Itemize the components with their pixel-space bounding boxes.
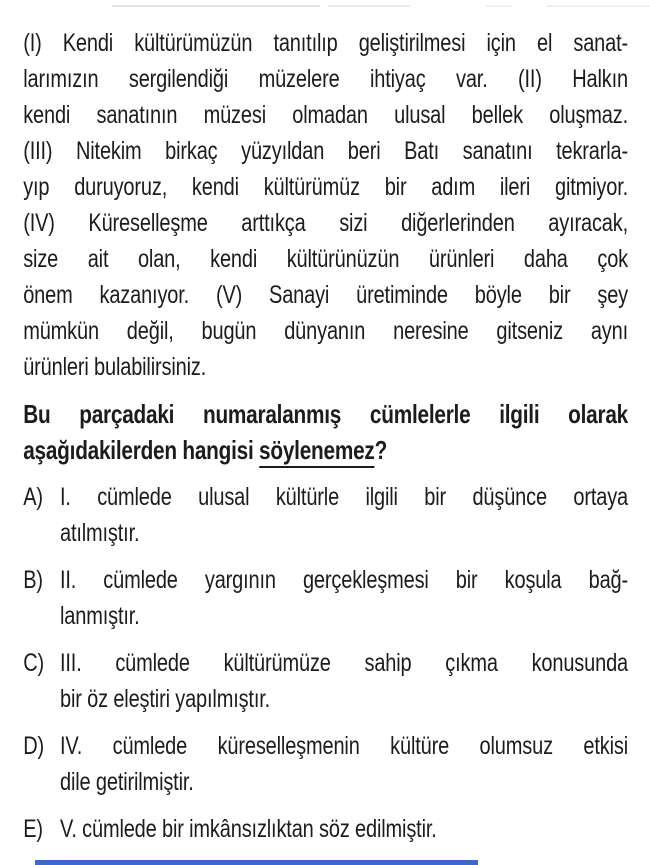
- question-line-1: Bu parçadaki numaralanmış cümlelerle ilgili olarak: [23, 399, 628, 429]
- option-text-a: [60, 479, 628, 551]
- option-b-line-2: lanmıştır.: [60, 602, 140, 630]
- option-text-e: [60, 811, 628, 847]
- option-letter-e: E): [23, 815, 43, 843]
- passage-line-7: size ait olan, kendi kültürünüzün ürünleri daha çok: [23, 245, 628, 273]
- passage-line-3: kendi sanatının müzesi olmadan ulusal bellek oluşmaz.: [23, 101, 628, 129]
- option-a-line-1: I. cümlede ulusal kültürle ilgili bir düşünce ortaya: [60, 483, 628, 511]
- option-row-b: [23, 562, 628, 634]
- options-list: [23, 479, 628, 847]
- passage-line-10: ürünleri bulabilirsiniz.: [23, 353, 207, 381]
- option-letter-d: D): [23, 732, 44, 760]
- question-stem: [23, 396, 628, 468]
- passage-line-8: önem kazanıyor. (V) Sanayi üretiminde böyle bir şey: [23, 281, 628, 309]
- question-line-2-prefix: aşağıdakilerden hangisi: [23, 435, 260, 465]
- option-e-line-1: V. cümlede bir imkânsızlıktan söz edilmiştir.: [60, 815, 437, 843]
- option-c-line-1: III. cümlede kültürümüze sahip çıkma konusunda: [60, 649, 628, 677]
- top-rule-fragment: [486, 5, 512, 7]
- option-text-c: [60, 645, 628, 717]
- option-row-d: [23, 728, 628, 800]
- passage-line-4: (III) Nitekim birkaç yüzyıldan beri Batı sanatını tekrarla-: [23, 137, 628, 165]
- passage-line-6: (IV) Küreselleşme arttıkça sizi diğerlerinden ayıracak,: [23, 209, 628, 237]
- option-text-d: [60, 728, 628, 800]
- passage-line-5: yıp duruyoruz, kendi kültürümüz bir adım ileri gitmiyor.: [23, 173, 628, 201]
- top-rule-fragment: [112, 5, 320, 7]
- top-rule-fragment: [328, 5, 410, 7]
- option-d-line-2: dile getirilmiştir.: [60, 768, 194, 796]
- question-mark: ?: [374, 435, 388, 465]
- bottom-accent-bar: [35, 860, 478, 865]
- question-column: [0, 25, 650, 847]
- option-letter-b: B): [23, 566, 43, 594]
- option-b-line-1: II. cümlede yargının gerçekleşmesi bir koşula bağ-: [60, 566, 628, 594]
- option-a-line-2: atılmıştır.: [60, 519, 140, 547]
- option-d-line-1: IV. cümlede küreselleşmenin kültüre olumsuz etkisi: [60, 732, 628, 760]
- option-row-a: [23, 479, 628, 551]
- question-line-2: [23, 432, 628, 468]
- top-rule-fragment: [546, 5, 650, 7]
- option-letter-c: C): [23, 649, 44, 677]
- passage-line-2: larımızın sergilendiği müzelere ihtiyaç var. (II) Halkın: [23, 65, 628, 93]
- passage-line-1: (I) Kendi kültürümüzün tanıtılıp geliştirilmesi için el sanat-: [23, 29, 628, 57]
- underlined-word: söylenemez: [259, 435, 375, 468]
- passage-line-9: mümkün değil, bugün dünyanın neresine gitseniz aynı: [23, 317, 628, 345]
- option-text-b: [60, 562, 628, 634]
- option-c-line-2: bir öz eleştiri yapılmıştır.: [60, 685, 271, 713]
- option-row-c: [23, 645, 628, 717]
- option-letter-a: A): [23, 483, 43, 511]
- passage: [23, 25, 628, 385]
- option-row-e: [23, 811, 628, 847]
